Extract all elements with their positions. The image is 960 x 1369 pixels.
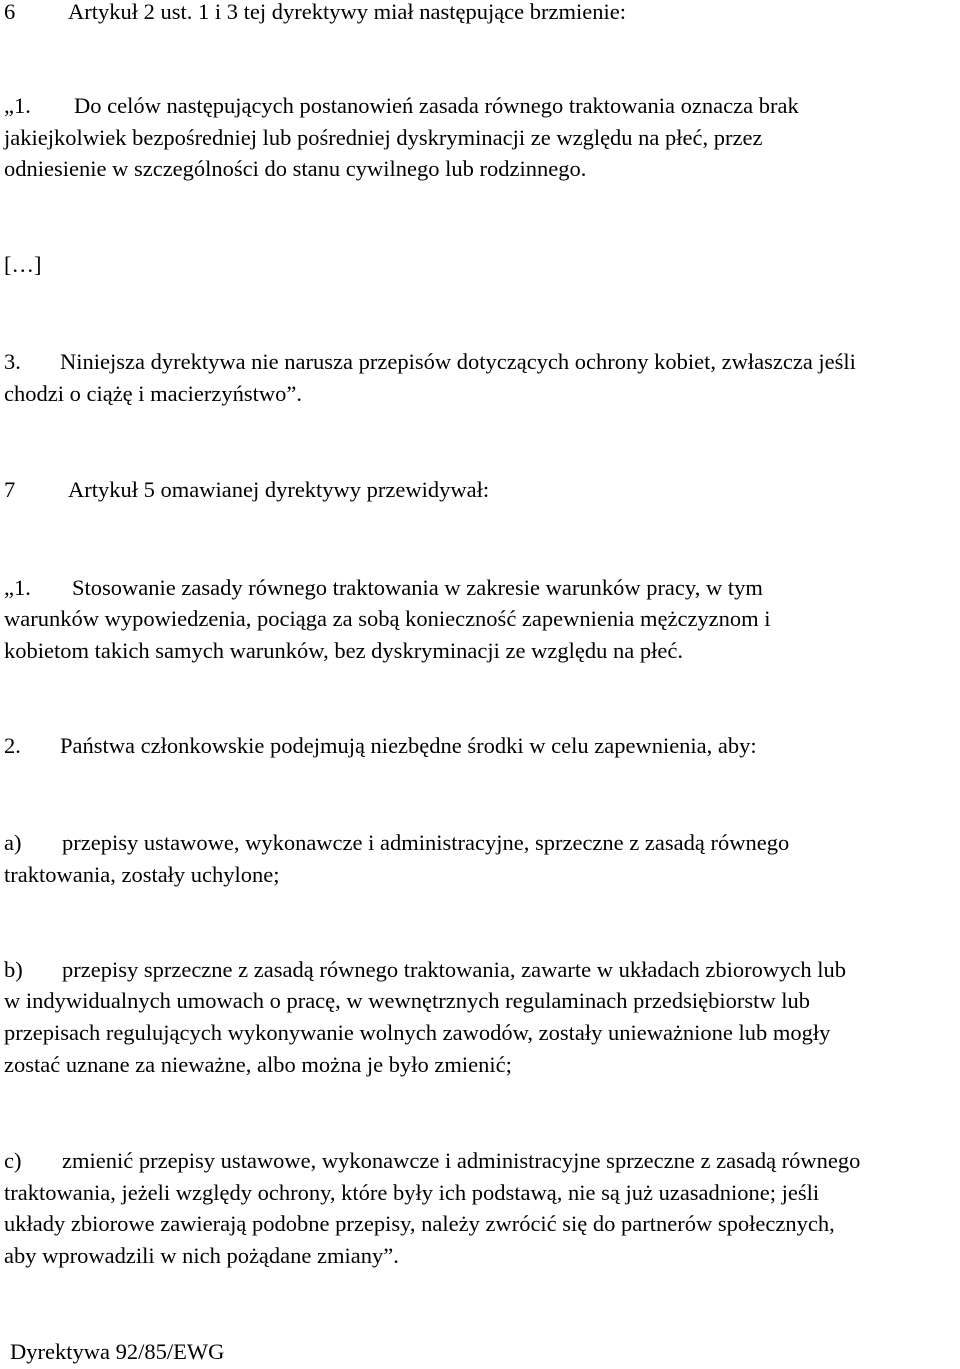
item-c-line: zmienić przepisy ustawowe, wykonawcze i administracyjne sprzeczne z zasadą równego — [62, 1148, 861, 1173]
footnote-7-number: 7 — [4, 477, 16, 502]
omission-ellipsis: […] — [4, 252, 42, 277]
item-b-line: zostać uznane za nieważne, albo można je było zmienić; — [4, 1052, 512, 1077]
art5-para-1-marker: „1. — [4, 575, 31, 600]
item-b-line: w indywidualnych umowach o pracę, w wewnętrznych regulaminach przedsiębiorstw lub — [4, 988, 810, 1013]
quote-3-line: Niniejsza dyrektywa nie narusza przepisów dotyczących ochrony kobiet, zwłaszcza jeśli — [60, 349, 856, 374]
quote-3-line: chodzi o ciążę i macierzyństwo”. — [4, 381, 302, 406]
item-c-line: układy zbiorowe zawierają podobne przepisy, należy zwrócić się do partnerów społecznych, — [4, 1211, 835, 1236]
item-c-line: traktowania, jeżeli względy ochrony, które były ich podstawą, nie są już uzasadnione; jeśli — [4, 1180, 820, 1205]
item-b-line: przepisy sprzeczne z zasadą równego traktowania, zawarte w układach zbiorowych lub — [62, 957, 847, 982]
footnote-6-number: 6 — [4, 0, 16, 24]
art5-para-1-line: warunków wypowiedzenia, pociąga za sobą konieczność zapewnienia mężczyznom i — [4, 606, 771, 631]
quote-1-line: Do celów następujących postanowień zasada równego traktowania oznacza brak — [74, 93, 799, 118]
item-a-line: traktowania, zostały uchylone; — [4, 862, 280, 887]
art5-para-1-line: kobietom takich samych warunków, bez dyskryminacji ze względu na płeć. — [4, 638, 683, 663]
item-c-line: aby wprowadzili w nich pożądane zmiany”. — [4, 1243, 399, 1268]
footer-reference: Dyrektywa 92/85/EWG — [10, 1339, 225, 1364]
quote-1-marker: „1. — [4, 93, 31, 118]
quote-1-line: jakiejkolwiek bezpośredniej lub pośredniej dyskryminacji ze względu na płeć, przez — [4, 125, 763, 150]
art5-para-2-line: Państwa członkowskie podejmują niezbędne środki w celu zapewnienia, aby: — [60, 733, 757, 758]
quote-3-marker: 3. — [4, 349, 21, 374]
quote-1-line: odniesienie w szczególności do stanu cywilnego lub rodzinnego. — [4, 156, 587, 181]
art5-para-1-line: Stosowanie zasady równego traktowania w zakresie warunków pracy, w tym — [72, 575, 763, 600]
item-b-line: przepisach regulujących wykonywanie wolnych zawodów, zostały unieważnione lub mogły — [4, 1020, 831, 1045]
item-c-marker: c) — [4, 1148, 22, 1173]
item-a-marker: a) — [4, 830, 22, 855]
footnote-7-text: Artykuł 5 omawianej dyrektywy przewidywał: — [68, 477, 490, 502]
footnote-6-text: Artykuł 2 ust. 1 i 3 tej dyrektywy miał następujące brzmienie: — [68, 0, 626, 24]
item-b-marker: b) — [4, 957, 23, 982]
item-a-line: przepisy ustawowe, wykonawcze i administracyjne, sprzeczne z zasadą równego — [62, 830, 790, 855]
art5-para-2-marker: 2. — [4, 733, 21, 758]
